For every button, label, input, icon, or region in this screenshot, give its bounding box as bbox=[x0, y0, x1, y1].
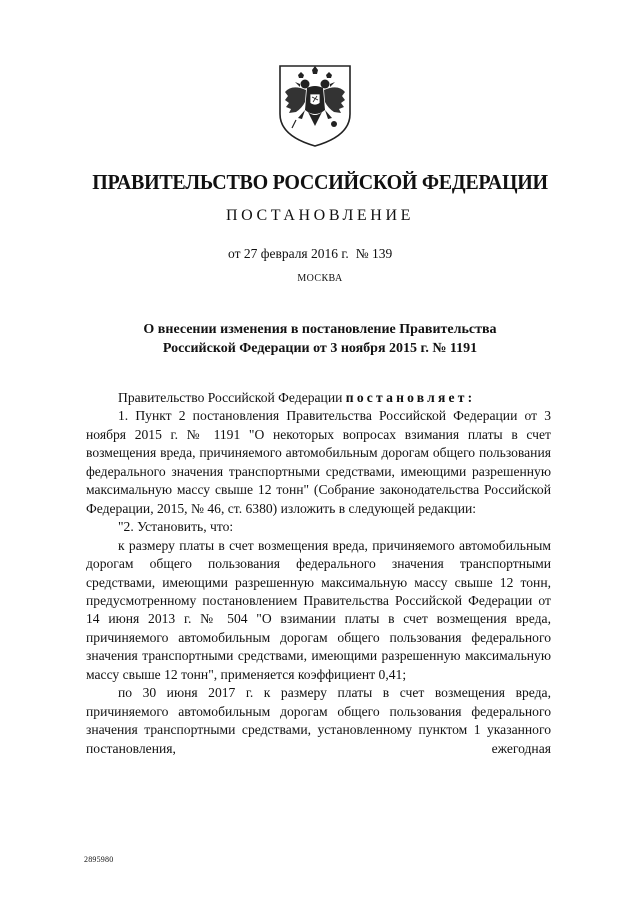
body-paragraph: по 30 июня 2017 г. к размеру платы в счет возмещения вреда, причиняемого автомобильным дорогам общего пользования федерального значения транспортными средствами, установленному пунктом 1 указанного постановления, ежегодная bbox=[86, 685, 551, 756]
intro-prefix: Правительство Российской Федерации bbox=[118, 390, 346, 405]
decree-heading-line: Российской Федерации от 3 ноября 2015 г. № 1191 bbox=[162, 341, 478, 356]
decree-heading bbox=[80, 320, 560, 358]
coat-of-arms-emblem bbox=[272, 62, 358, 148]
city: МОСКВА bbox=[297, 273, 343, 284]
document-code: 2895980 bbox=[84, 855, 114, 864]
decree-heading-line: О внесении изменения в постановление Правительства bbox=[143, 322, 497, 337]
body-paragraph: 1. Пункт 2 постановления Правительства Российской Федерации от 3 ноября 2015 г. № 1191 "О некоторых вопросах взимания платы в счет возмещения вреда, причиняемого автомобильным дорогам общего пользования федерального значения транспортными средствами, имеющими разрешенную максимальную массу свыше 12 тонн" (Собрание законодательства Российской Федерации, 2015, № 46, ст. 6380) изложить в следующей редакции: bbox=[86, 408, 551, 516]
decree-number: № 139 bbox=[355, 246, 393, 261]
body-paragraph: "2. Установить, что: bbox=[118, 519, 234, 535]
decree-body bbox=[86, 389, 551, 758]
decree-date: от 27 февраля 2016 г. bbox=[228, 246, 349, 261]
document-type: ПОСТАНОВЛЕНИЕ bbox=[226, 207, 414, 224]
government-title: ПРАВИТЕЛЬСТВО РОССИЙСКОЙ ФЕДЕРАЦИИ bbox=[92, 170, 548, 194]
decree-date-line bbox=[228, 246, 392, 262]
decree-keyword: постановляет: bbox=[345, 390, 476, 405]
intro-paragraph bbox=[86, 389, 551, 407]
body-paragraph: к размеру платы в счет возмещения вреда, причиняемого автомобильным дорогам общего пользования федерального значения транспортными средствами, имеющими разрешенную максимальную массу свыше 12 тонн, предусмотренному постановлением Правительства Российской Федерации от 14 июня 2013 г. № 504 "О взимании платы в счет возмещения вреда, причиняемого автомобильным дорогам общего пользования федерального значения транспортными средствами, имеющими разрешенную максимальную массу свыше 12 тонн", применяется коэффициент 0,41; bbox=[86, 537, 551, 682]
